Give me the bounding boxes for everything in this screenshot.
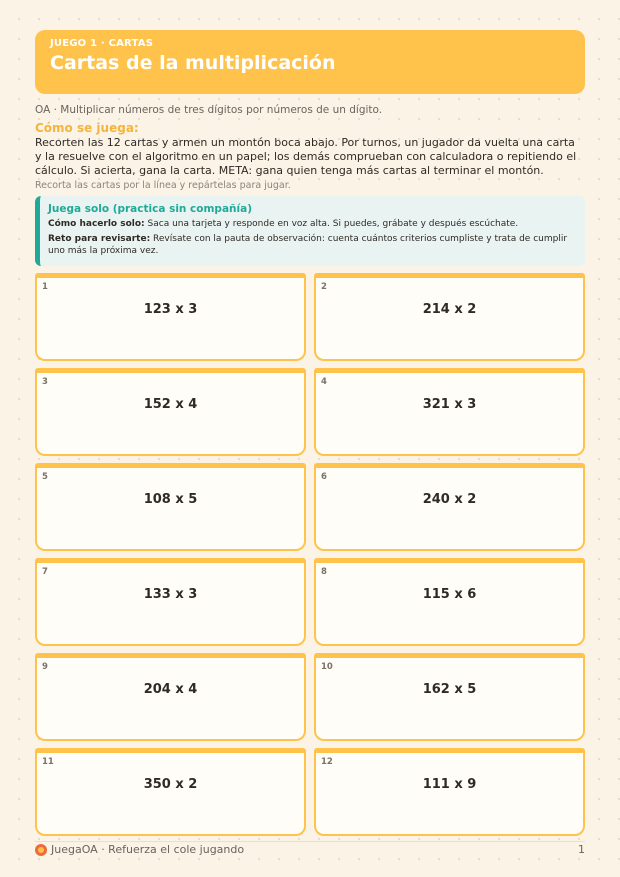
card-number: 11: [42, 757, 54, 767]
card-number: 4: [321, 377, 327, 387]
card-expression: 350 x 2: [143, 777, 198, 792]
footer-divider: [35, 841, 585, 842]
solo-how-label: Cómo hacerlo solo:: [48, 219, 145, 229]
card-expression: 115 x 6: [422, 587, 477, 602]
card-expression: 133 x 3: [143, 587, 198, 602]
how-to-play-heading: Cómo se juega:: [35, 121, 139, 135]
card-number: 8: [321, 567, 327, 577]
solo-review-line: [48, 233, 573, 257]
card-expression: 123 x 3: [143, 302, 198, 317]
card-number: 5: [42, 472, 48, 482]
solo-how-text: Saca una tarjeta y responde en voz alta. Si puedes, grábate y después escúchate.: [144, 219, 519, 229]
card-number: 7: [42, 567, 48, 577]
solo-review-text: Revísate con la pauta de observación: cuenta cuántos criterios cumpliste y trata de cumplir uno más la próxima vez.: [48, 234, 568, 256]
solo-title: Juega solo (practica sin compañía): [48, 203, 252, 215]
juegaoa-logo-icon: [35, 844, 47, 856]
card-expression: 111 x 9: [422, 777, 477, 792]
card-number: 6: [321, 472, 327, 482]
card-expression: 240 x 2: [422, 492, 477, 507]
card-number: 2: [321, 282, 327, 292]
card-expression: 204 x 4: [143, 682, 198, 697]
how-to-play-text: Recorten las 12 cartas y armen un montón boca abajo. Por turnos, un jugador da vuelta una carta y la resuelve con el algoritmo en un papel; los demás comprueban con calculadora o repitiendo el cálculo. Si acierta, gana la carta. META: gana quien tenga más cartas al terminar el montón.: [35, 136, 577, 177]
cut-instructions: Recorta las cartas por la línea y repártelas para jugar.: [35, 180, 291, 191]
learning-objective: OA · Multiplicar números de tres dígitos por números de un dígito.: [35, 104, 383, 116]
card-number: 9: [42, 662, 48, 672]
card: [314, 463, 585, 551]
card-expression: 214 x 2: [422, 302, 477, 317]
card: [35, 558, 306, 646]
footer-brand: JuegaOA · Refuerza el cole jugando: [51, 843, 245, 856]
card-expression: 321 x 3: [422, 397, 477, 412]
card-expression: 162 x 5: [422, 682, 477, 697]
card-number: 12: [321, 757, 333, 767]
card-expression: 152 x 4: [143, 397, 198, 412]
page-header: [35, 30, 585, 94]
card: [35, 273, 306, 361]
card: [314, 273, 585, 361]
card: [35, 463, 306, 551]
game-kicker: JUEGO 1 · CARTAS: [50, 38, 154, 49]
page-title: Cartas de la multiplicación: [50, 52, 336, 74]
card-number: 10: [321, 662, 333, 672]
card: [314, 558, 585, 646]
card: [314, 368, 585, 456]
card-number: 3: [42, 377, 48, 387]
card-number: 1: [42, 282, 48, 292]
card: [35, 368, 306, 456]
solo-review-label: Reto para revisarte:: [48, 234, 151, 244]
solo-play-box: [35, 196, 585, 266]
card: [35, 653, 306, 741]
card: [35, 748, 306, 836]
card: [314, 748, 585, 836]
card: [314, 653, 585, 741]
footer: [35, 843, 244, 856]
card-expression: 108 x 5: [143, 492, 198, 507]
page-number: 1: [578, 843, 585, 856]
solo-how-line: [48, 218, 573, 230]
